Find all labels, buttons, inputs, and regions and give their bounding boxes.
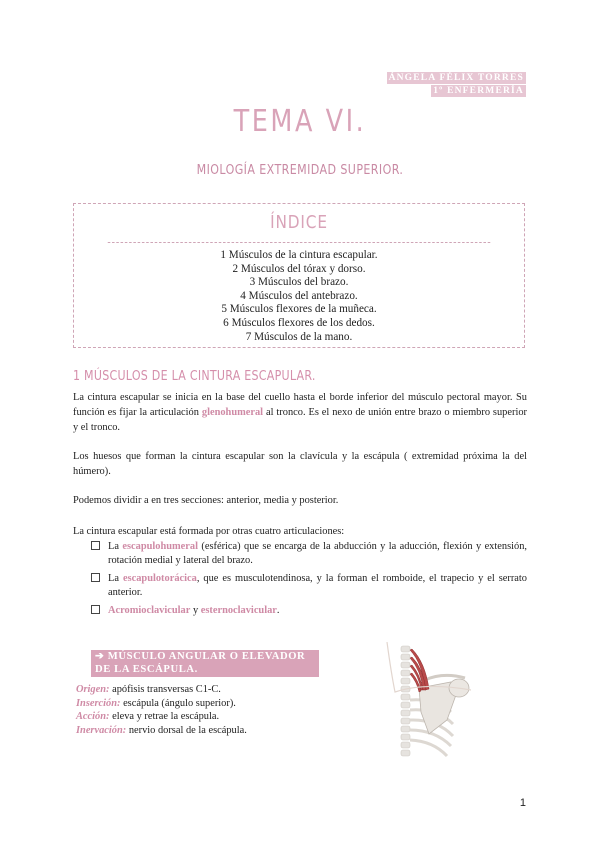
muscle-info (76, 683, 247, 737)
highlight-term: escapulotorácica (122, 573, 197, 584)
item-text: , que es musculotendinosa, y la forman el romboide, el trapecio y el serrato anterior. (108, 573, 528, 598)
origin-label: Origen: (76, 684, 110, 695)
muscle-innervation (76, 724, 247, 738)
item-text: La (108, 541, 123, 552)
index-list (74, 243, 524, 344)
list-item (91, 604, 527, 618)
paragraph-articulations: La cintura escapular está formada por otras cuatro articulaciones: (73, 526, 345, 537)
checkbox-icon (91, 541, 100, 550)
author-block (387, 72, 526, 98)
author-course: 1º ENFERMERÍA (433, 86, 524, 96)
index-item: 2 Músculos del tórax y dorso. (232, 262, 366, 275)
index-item: 4 Músculos del antebrazo. (240, 289, 358, 302)
paragraph-text: La cintura escapular se inicia en la base del cuello hasta el borde inferior del músculo pectoral mayor. Su función es fijar la articulación (73, 392, 527, 418)
index-item: 6 Músculos flexores de los dedos. (223, 316, 375, 329)
paragraph-bones: Los huesos que forman la cintura escapular son la clavícula y la escápula ( extremidad próxima la del húmero). (73, 451, 527, 477)
muscle-heading: ➔ MÚSCULO ANGULAR O ELEVADOR DE LA ESCÁPULA. (91, 650, 319, 677)
paragraph-text: al tronco. Es el nexo de unión entre brazo o miembro superior y el tronco. (73, 407, 527, 433)
page-subtitle: MIOLOGÍA EXTREMIDAD SUPERIOR. (196, 162, 404, 178)
highlight-term: escapulohumeral (122, 541, 198, 552)
innervation-label: Inervación: (76, 724, 127, 736)
insertion-label: Inserción: (76, 697, 121, 709)
index-item: 7 Músculos de la mano. (245, 330, 353, 343)
index-heading: ÍNDICE (108, 204, 491, 243)
item-text: y (190, 605, 201, 616)
item-text: . (276, 605, 280, 616)
paragraph-intro (73, 390, 527, 435)
action-label: Acción: (76, 711, 110, 722)
checkbox-icon (91, 573, 100, 582)
item-text: La (108, 573, 123, 584)
muscle-origin (76, 683, 247, 697)
highlight-term: glenohumeral (201, 407, 264, 418)
muscle-action (76, 710, 247, 724)
paragraph-sections: Podemos dividir a en tres secciones: anterior, media y posterior. (73, 495, 339, 506)
action-value: eleva y retrae la escápula. (109, 711, 220, 722)
muscle-insertion (76, 697, 247, 711)
item-text: (esférica) que se encarga de la abducción y la aducción, flexión y extensión, rotación medial y lateral del brazo. (108, 541, 527, 566)
author-name: ÁNGELA FÉLIX TORRES (388, 73, 524, 83)
list-item (91, 540, 527, 568)
highlight-term: esternoclavicular (200, 605, 277, 616)
page-number: 1 (519, 797, 526, 809)
anatomy-illustration (385, 642, 471, 760)
list-item (91, 572, 527, 600)
articulation-list (91, 540, 527, 622)
index-item: 3 Músculos del brazo. (249, 276, 349, 289)
index-box (73, 203, 525, 348)
innervation-value: nervio dorsal de la escápula. (126, 724, 247, 736)
index-item: 1 Músculos de la cintura escapular. (220, 249, 378, 261)
insertion-value: escápula (ángulo superior). (120, 697, 236, 709)
page-title: TEMA VI. (233, 104, 367, 139)
origin-value: apófisis transversas C1-C. (109, 684, 221, 695)
section-title: 1 MÚSCULOS DE LA CINTURA ESCAPULAR. (73, 368, 316, 384)
index-item: 5 Músculos flexores de la muñeca. (221, 303, 377, 316)
checkbox-icon (91, 605, 100, 614)
highlight-term: Acromioclavicular (108, 605, 191, 616)
